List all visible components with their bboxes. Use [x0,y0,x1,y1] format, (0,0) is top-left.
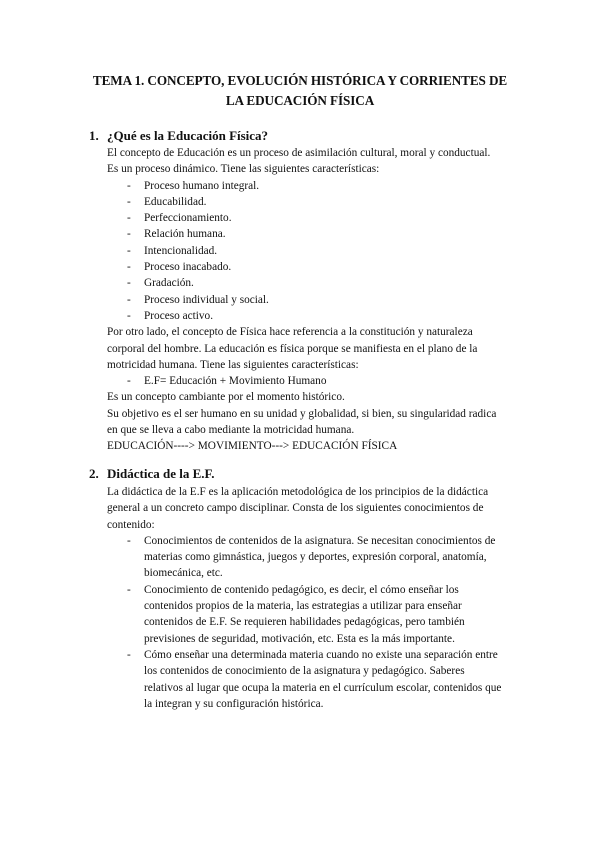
list-item: - Proceso activo. [107,308,527,324]
physical-paragraph-line: motricidad humana. Tiene las siguientes características: [107,358,359,371]
list-item: - Educabilidad. [107,194,527,210]
list-item-line: contenidos de E.F. Se requieren habilidades pedagógicas, pero también [144,616,465,629]
section-2-number: 2. [89,466,99,481]
list-item: - Proceso inacabado. [107,259,527,275]
section-1-number: 1. [89,128,99,143]
characteristics-list [107,178,527,325]
section-2-intro-line: contenido: [107,518,155,531]
list-item: - Intencionalidad. [107,243,527,259]
closing-line: Es un concepto cambiante por el momento histórico. [107,391,345,404]
section-1-body [107,145,527,455]
list-item [107,582,527,647]
title-line-2: LA EDUCACIÓN FÍSICA [225,93,375,108]
title-line-1: TEMA 1. CONCEPTO, EVOLUCIÓN HISTÓRICA Y CORRIENTES DE [92,73,508,88]
section-1-title: ¿Qué es la Educación Física? [107,128,269,143]
section-2-intro-line: general a un concreto campo disciplinar. Consta de los siguientes conocimientos de [107,502,484,515]
section-2-body [107,484,527,712]
section-1-intro-line: El concepto de Educación es un proceso de asimilación cultural, moral y conductual. [107,147,491,159]
section-2-intro-line: La didáctica de la E.F es la aplicación metodológica de los principios de la didáctica [107,486,489,498]
list-item: - Proceso individual y social. [107,292,527,308]
list-item-line: biomecánica, etc. [144,567,223,580]
closing-line: Su objetivo es el ser humano en su unidad y globalidad, si bien, su singularidad radica [107,407,497,420]
closing-line: en que se lleva a cabo mediante la motricidad humana. [107,424,355,437]
education-flow-line: EDUCACIÓN----> MOVIMIENTO---> EDUCACIÓN FÍSICA [107,440,398,453]
list-item: - Gradación. [107,275,527,291]
section-2-heading [89,465,215,483]
list-item-line: - Cómo enseñar una determinada materia cuando no existe una separación entre [144,648,498,661]
list-item-line: previsiones de seguridad, motivación, etc. Esta es la más importante. [144,632,455,645]
list-item-line: contenidos propios de la materia, las estrategias a utilizar para enseñar [144,600,462,613]
list-item: - Proceso humano integral. [107,178,527,194]
physical-paragraph-line: Por otro lado, el concepto de Física hace referencia a la constitución y naturaleza [107,326,473,339]
section-1-heading [89,127,268,145]
list-item: - Relación humana. [107,226,527,242]
list-item [107,647,527,712]
knowledge-list [107,533,527,712]
list-item-line: la integran y su configuración histórica. [144,697,324,710]
list-item-line: relativos al lugar que ocupa la materia en el currículum escolar, contenidos que [144,681,502,694]
list-item-line: - Conocimientos de contenidos de la asignatura. Se necesitan conocimientos de [144,534,496,547]
section-2-title: Didáctica de la E.F. [107,466,215,481]
formula-item: - E.F= Educación + Movimiento Humano [107,373,527,389]
list-item-line: materias como gimnástica, juegos y deportes, expresión corporal, anatomía, [144,551,487,564]
formula-list [107,373,527,389]
list-item: - Perfeccionamiento. [107,210,527,226]
section-1-intro-line: Es un proceso dinámico. Tiene las siguientes características: [107,163,380,176]
list-item-line: los contenidos de conocimiento de la asignatura y pedagógico. Saberes [144,665,465,678]
list-item [107,533,527,582]
document-title [60,71,540,111]
list-item-line: - Conocimiento de contenido pedagógico, es decir, el cómo enseñar los [144,583,459,596]
physical-paragraph-line: corporal del hombre. La educación es física porque se manifiesta en el plano de la [107,342,478,355]
